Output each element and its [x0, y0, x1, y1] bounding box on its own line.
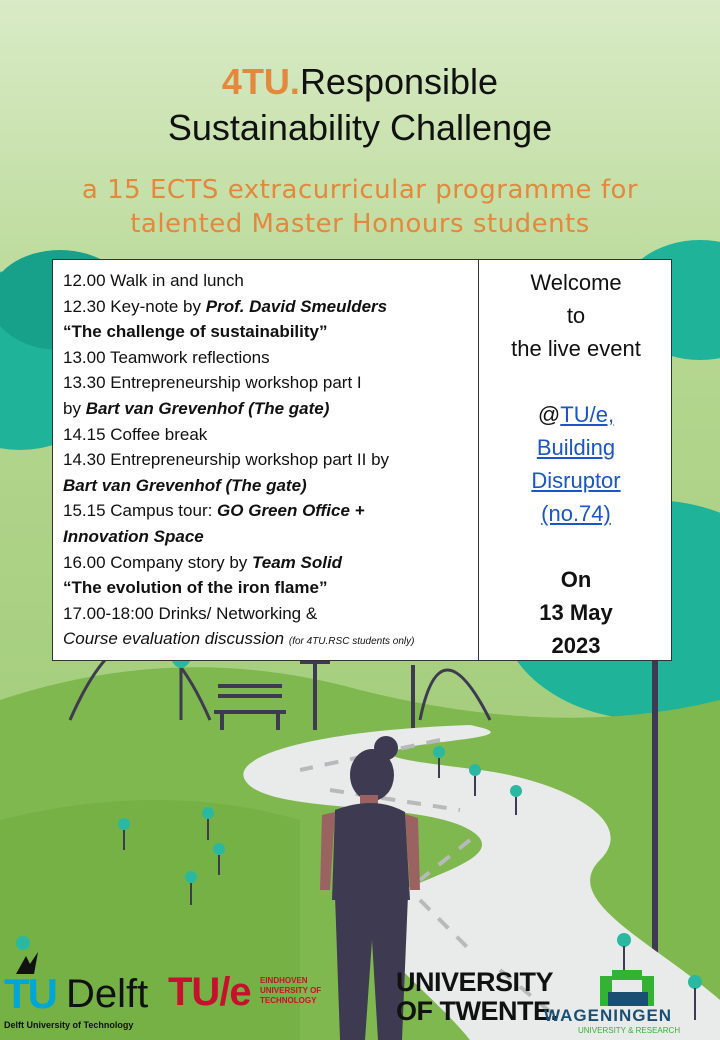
schedule-line [63, 575, 475, 601]
schedule-time: 14.15 [63, 424, 106, 444]
schedule-time: 15.15 [63, 501, 106, 521]
schedule-text: Entrepreneurship workshop part II by [110, 450, 390, 470]
welcome-line: to [566, 303, 586, 328]
schedule-speaker: Innovation Space [63, 526, 204, 546]
schedule-time: 17.00-18:00 [63, 603, 154, 623]
schedule-time: 13.00 [63, 347, 106, 367]
schedule-line [63, 319, 475, 345]
schedule-line [63, 345, 475, 371]
schedule-time: 13.30 [63, 373, 106, 393]
title-line-1 [0, 60, 720, 104]
welcome-line: Welcome [530, 270, 622, 295]
schedule-line [63, 294, 475, 320]
tudelft-tu: TU [4, 970, 56, 1017]
schedule-speaker: Prof. David Smeulders [205, 296, 388, 316]
schedule-speaker: GO Green Office + [217, 501, 365, 521]
schedule-line [63, 626, 475, 655]
schedule-line [63, 370, 475, 396]
tue-text-line: TECHNOLOGY [260, 996, 317, 1005]
date-line: 2023 [551, 633, 601, 658]
wageningen-emblem-icon [598, 966, 658, 1010]
location-line-1 [479, 398, 673, 431]
schedule-speaker: Bart van Grevenhof (The gate) [85, 398, 330, 418]
tue-text-line: EINDHOVEN [260, 976, 308, 985]
schedule-list [63, 268, 475, 655]
twente-line: OF TWENTE. [396, 996, 558, 1026]
schedule-text: Entrepreneurship workshop part I [110, 373, 362, 393]
schedule-text: by [63, 398, 86, 418]
schedule-time: 12.00 [63, 271, 106, 290]
schedule-speaker: Bart van Grevenhof (The gate) [63, 475, 307, 495]
schedule-line [63, 601, 475, 627]
title-rest: Responsible [299, 61, 499, 102]
twente-line: UNIVERSITY [396, 967, 554, 997]
wageningen-caption: UNIVERSITY & RESEARCH [578, 1026, 681, 1035]
schedule-text: Company story by [110, 552, 253, 572]
schedule-time: 16.00 [63, 552, 106, 572]
welcome-line: the live event [511, 336, 641, 361]
schedule-text: Campus tour: [110, 501, 218, 521]
wageningen-name: WAGENINGEN [544, 1006, 673, 1025]
schedule-line [63, 268, 475, 294]
schedule-text: Drinks/ Networking & [158, 603, 318, 623]
date-line: 13 May [539, 600, 613, 625]
schedule-text: Course evaluation discussion [63, 629, 285, 649]
schedule-line [63, 422, 475, 448]
schedule-quote: “The challenge of sustainability” [63, 322, 328, 342]
schedule-speaker: Team Solid [252, 552, 343, 572]
schedule-text: Teamwork reflections [109, 347, 270, 367]
tue-text-line: UNIVERSITY OF [260, 986, 322, 995]
schedule-line [63, 498, 475, 524]
schedule-line [63, 550, 475, 576]
schedule-time: 14.30 [63, 450, 106, 470]
tudelft-name: Delft [66, 972, 149, 1016]
schedule-text: Key-note by [110, 296, 206, 316]
schedule-quote: “The evolution of the iron flame” [63, 578, 328, 598]
location-link[interactable]: (no.74) [541, 501, 611, 526]
tue-mark: TU/e [168, 970, 251, 1014]
location-link[interactable]: TU/e, [560, 402, 615, 427]
tudelft-caption: Delft University of Technology [4, 1020, 134, 1030]
schedule-line [63, 524, 475, 550]
schedule-line [63, 473, 475, 499]
schedule-line [63, 396, 475, 422]
twente-logo [396, 968, 557, 1026]
subtitle-line-2: talented Master Honours students [130, 209, 590, 239]
title-line-2: Sustainability Challenge [167, 107, 553, 148]
schedule-text: Coffee break [110, 424, 208, 444]
title-brand: 4TU. [221, 61, 300, 102]
location-link[interactable]: Building [536, 435, 616, 460]
date-line: On [560, 567, 592, 592]
schedule-text: Walk in and lunch [110, 271, 244, 290]
programme-box [52, 259, 672, 661]
schedule-time: 12.30 [63, 296, 106, 316]
subtitle-line-1: a 15 ECTS extracurricular programme for [81, 175, 639, 205]
location-link[interactable]: Disruptor [531, 468, 621, 493]
event-info [479, 266, 673, 662]
location-prefix: @ [537, 402, 561, 427]
schedule-line [63, 447, 475, 473]
schedule-note: (for 4TU.RSC students only) [288, 636, 415, 648]
